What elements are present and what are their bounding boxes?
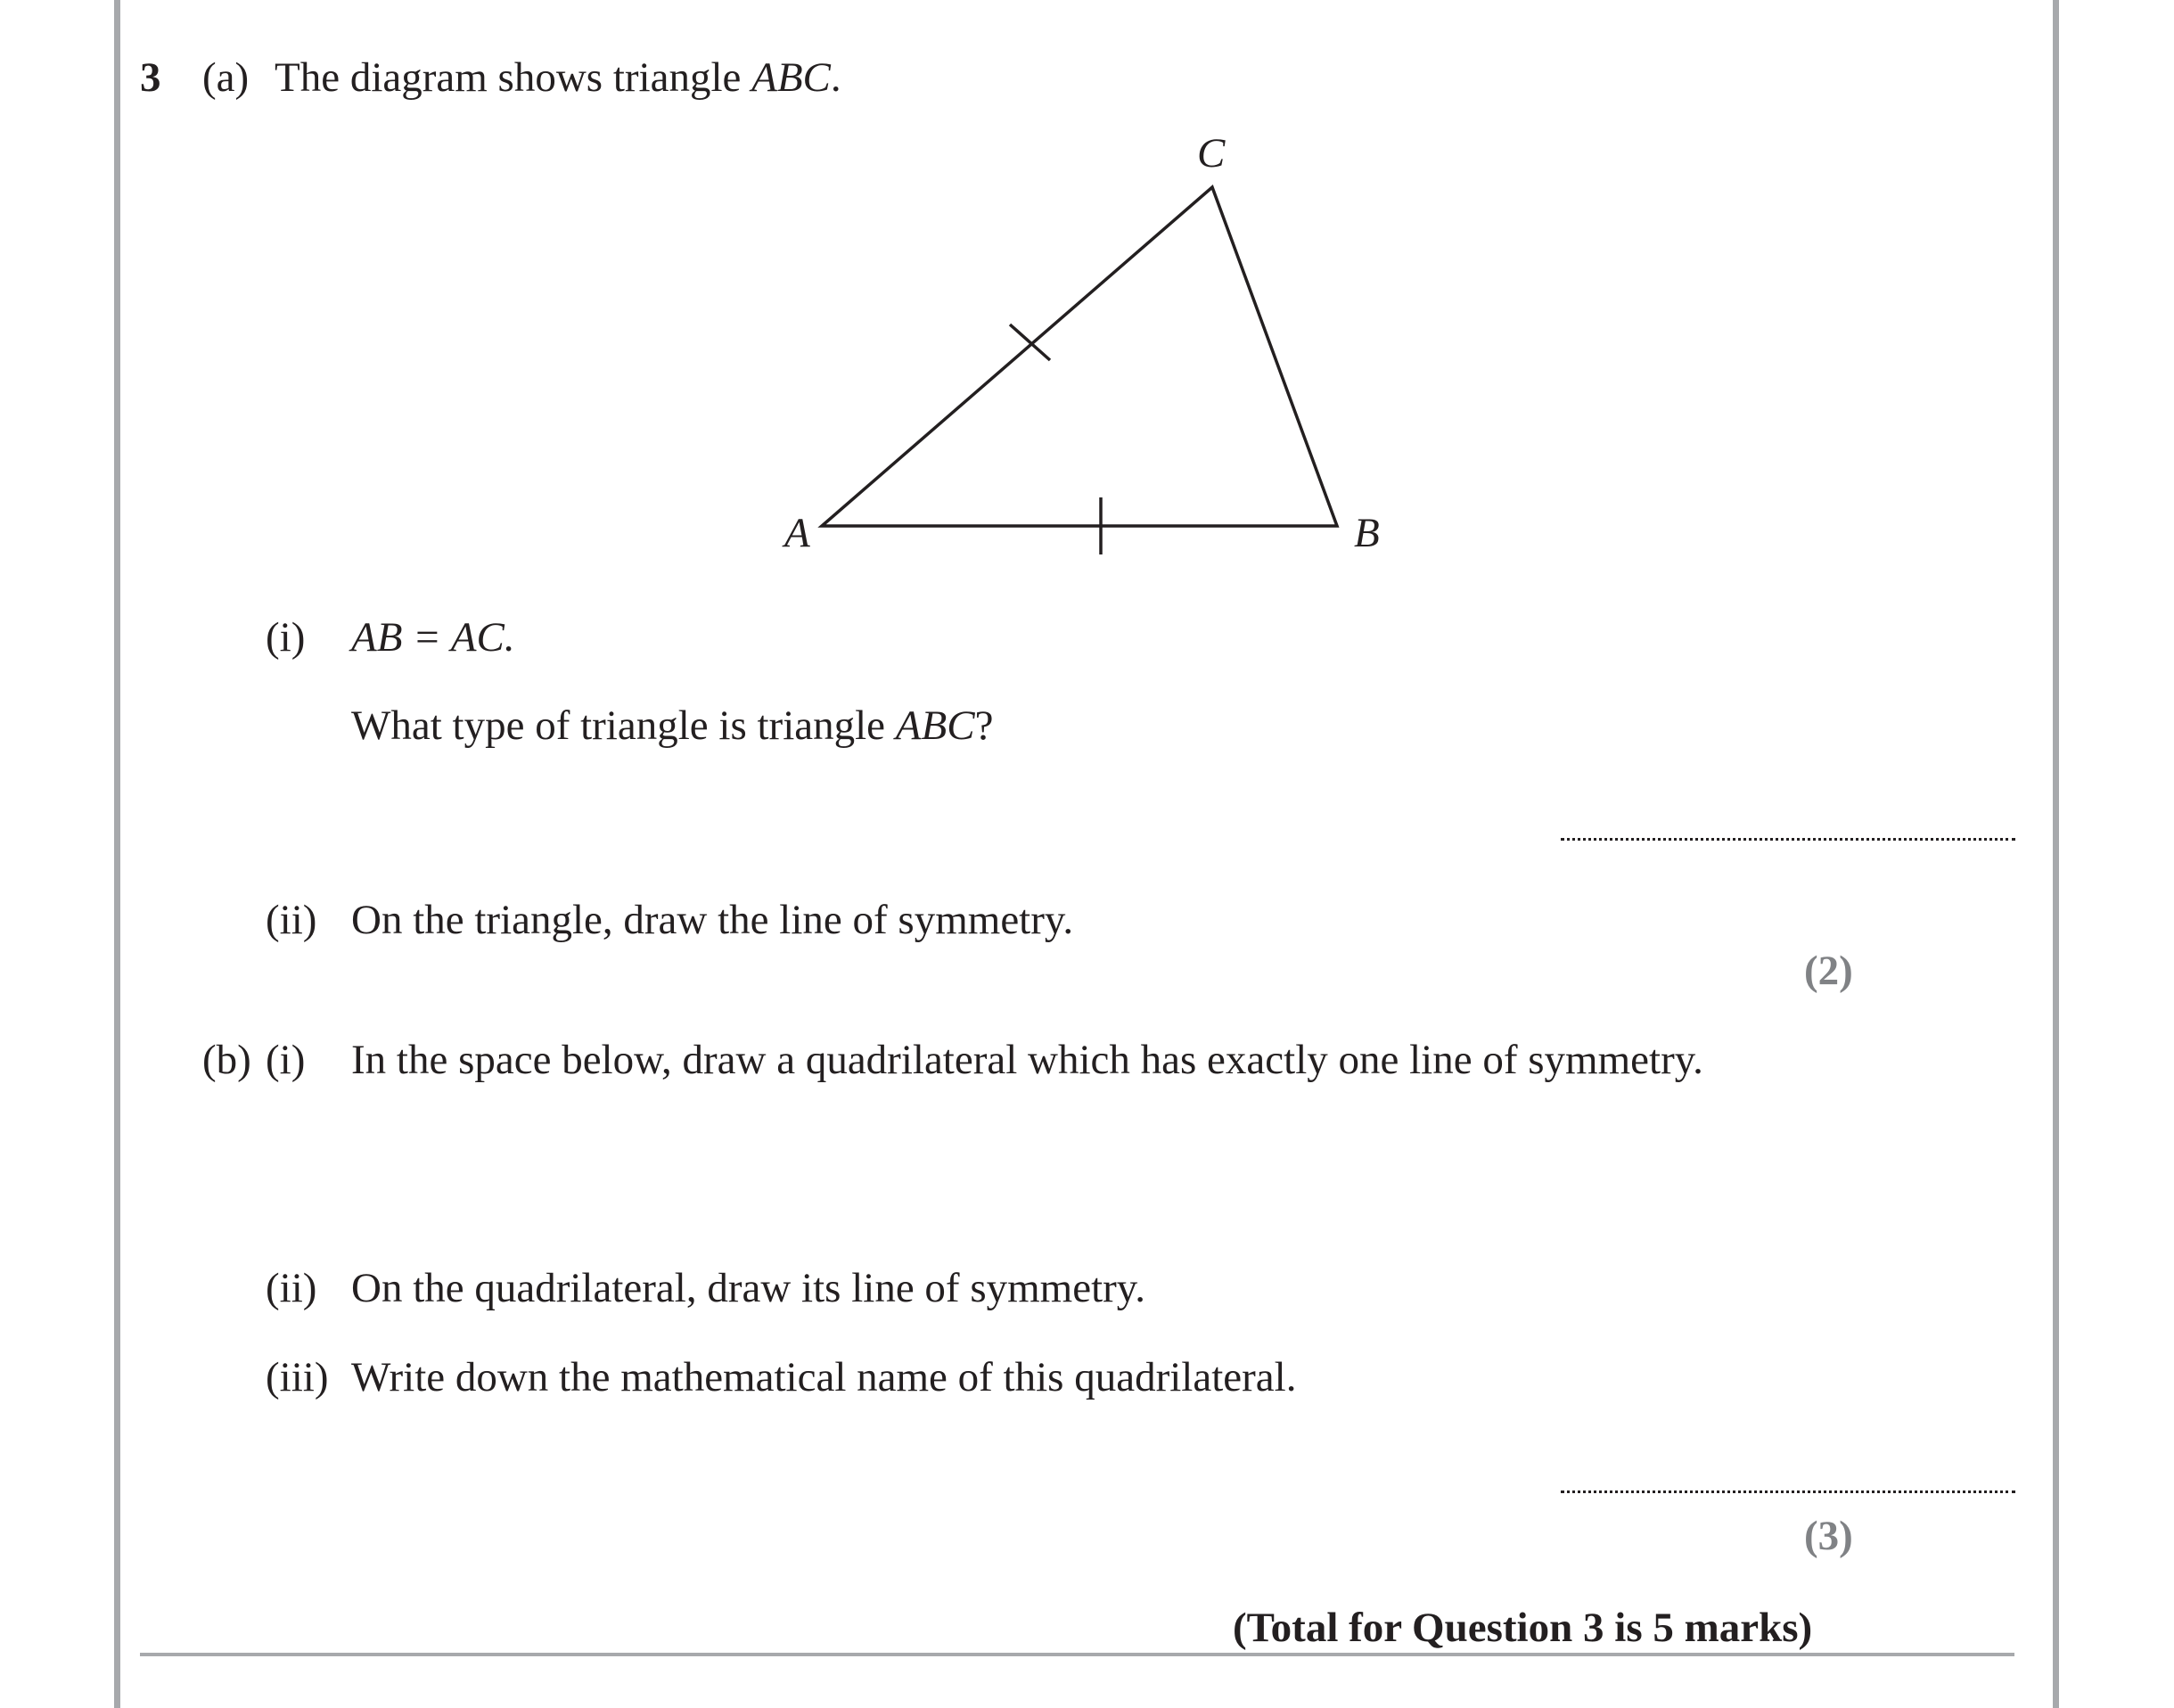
part-a-intro xyxy=(275,54,841,101)
part-b-ii-text: On the quadrilateral, draw its line of symmetry. xyxy=(351,1265,1146,1311)
triangle-diagram xyxy=(767,125,1426,588)
part-a-triangle-name: ABC xyxy=(751,54,831,101)
left-margin-bar xyxy=(114,0,120,1708)
part-a-i-triangle-name: ABC xyxy=(895,702,975,749)
answer-line-b-iii[interactable] xyxy=(1561,1490,2015,1493)
part-a-i-question-suffix: ? xyxy=(974,702,994,749)
part-b-ii-label: (ii) xyxy=(266,1265,317,1311)
part-a-i-question xyxy=(351,702,994,749)
part-a-ii-label: (ii) xyxy=(266,897,317,943)
marks-part-b: (3) xyxy=(1804,1513,1853,1559)
bottom-rule xyxy=(140,1653,2014,1656)
part-a-ii-text: On the triangle, draw the line of symmetry. xyxy=(351,897,1074,943)
right-margin-bar xyxy=(2053,0,2059,1708)
part-a-label: (a) xyxy=(202,54,250,101)
part-a-i-label: (i) xyxy=(266,614,306,661)
vertex-label-a: A xyxy=(784,510,810,556)
question-number: 3 xyxy=(140,54,161,101)
tick-mark-ac xyxy=(1010,324,1050,360)
part-a-i-statement: AB = AC. xyxy=(351,614,515,661)
part-a-intro-suffix: . xyxy=(830,54,841,101)
part-b-i-label: (i) xyxy=(266,1037,306,1083)
answer-line-a-i[interactable] xyxy=(1561,838,2015,841)
part-b-i-text: In the space below, draw a quadrilateral which has exactly one line of symmetry. xyxy=(351,1037,1703,1083)
part-a-intro-prefix: The diagram shows triangle xyxy=(275,54,752,101)
drawing-space[interactable] xyxy=(140,1110,2014,1244)
part-b-iii-text: Write down the mathematical name of this quadrilateral. xyxy=(351,1354,1297,1400)
triangle-abc xyxy=(822,187,1337,526)
part-b-iii-label: (iii) xyxy=(266,1354,329,1400)
part-b-label: (b) xyxy=(202,1037,251,1083)
marks-part-a: (2) xyxy=(1804,948,1853,994)
part-a-i-question-prefix: What type of triangle is triangle xyxy=(351,702,896,749)
vertex-label-b: B xyxy=(1354,510,1380,556)
vertex-label-c: C xyxy=(1197,130,1226,177)
question-total: (Total for Question 3 is 5 marks) xyxy=(1233,1605,1813,1651)
